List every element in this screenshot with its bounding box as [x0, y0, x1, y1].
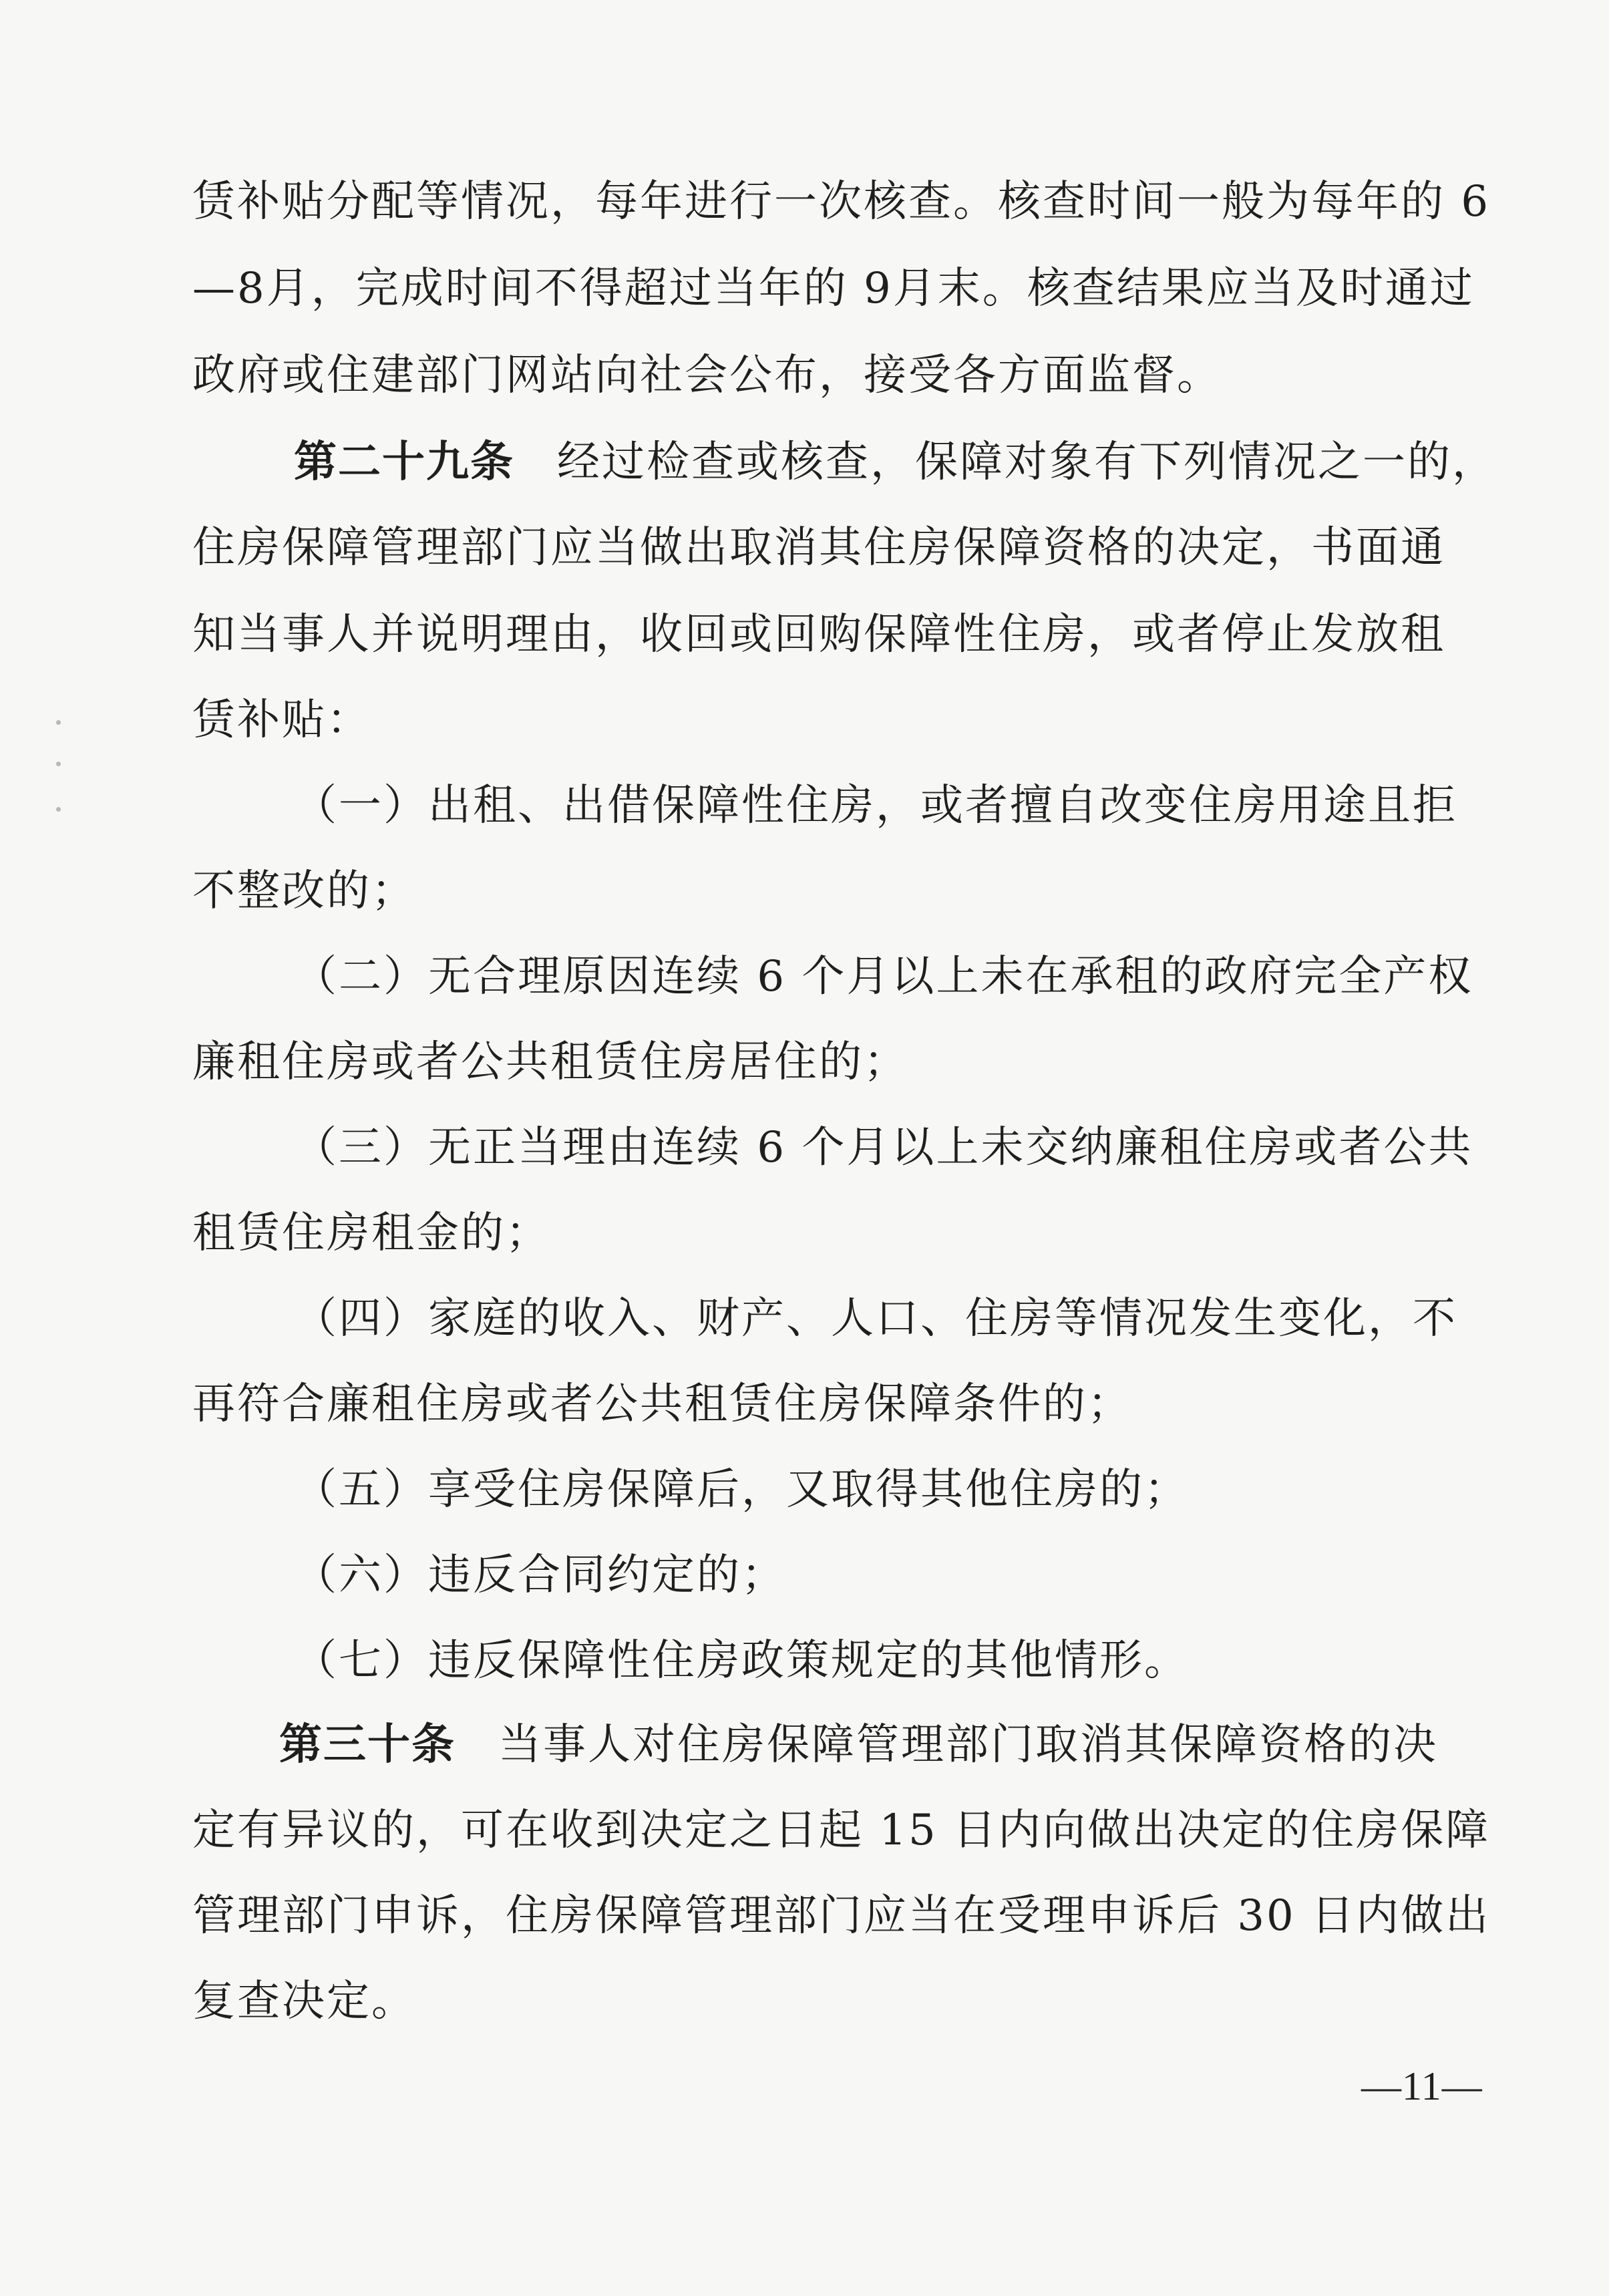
paragraph-line: 住房保障管理部门应当做出取消其住房保障资格的决定，书面通	[192, 523, 1445, 572]
paragraph-line: 管理部门申诉，住房保障管理部门应当在受理申诉后 30 日内做出	[192, 1891, 1491, 1941]
paragraph-text: 当事人对住房保障管理部门取消其保障资格的决	[498, 1720, 1438, 1770]
page-number: —11—	[1361, 2064, 1483, 2108]
list-item-line: （三）无正当理由连续 6 个月以上未交纳廉租住房或者公共	[294, 1123, 1473, 1172]
binding-hole-mark	[56, 720, 61, 725]
list-item-line: （二）无合理原因连续 6 个月以上未在承租的政府完全产权	[294, 952, 1473, 1001]
list-item-line: （一）出租、出借保障性住房，或者擅自改变住房用途且拒	[294, 781, 1457, 830]
paragraph-line: 不整改的；	[192, 866, 416, 916]
paragraph-line: 再符合廉租住房或者公共租赁住房保障条件的；	[192, 1379, 1132, 1429]
article-30-line	[192, 1718, 1448, 1772]
paragraph-line: 赁补贴分配等情况，每年进行一次核查。核查时间一般为每年的 6	[192, 177, 1491, 226]
article-29-line	[294, 436, 1550, 489]
paragraph-line: 政府或住建部门网站向社会公布，接受各方面监督。	[192, 351, 1222, 400]
binding-hole-mark	[56, 807, 61, 812]
list-item-line: （七）违反保障性住房政策规定的其他情形。	[294, 1636, 1189, 1685]
list-item-line: （六）违反合同约定的；	[294, 1550, 786, 1600]
article-title: 第三十条	[279, 1720, 456, 1770]
paragraph-line: 廉租住房或者公共租赁住房居住的；	[192, 1037, 908, 1087]
paragraph-text: 经过检查或核查，保障对象有下列情况之一的，	[557, 438, 1497, 487]
list-item-line: （四）家庭的收入、财产、人口、住房等情况发生变化，不	[294, 1294, 1457, 1343]
paragraph-line: 知当事人并说明理由，收回或回购保障性住房，或者停止发放租	[192, 610, 1445, 659]
paragraph-line: 复查决定。	[192, 1977, 416, 2026]
paragraph-line: —8月，完成时间不得超过当年的 9月末。核查结果应当及时通过	[192, 264, 1475, 313]
paragraph-line: 定有异议的，可在收到决定之日起 15 日内向做出决定的住房保障	[192, 1806, 1491, 1855]
article-title: 第二十九条	[294, 438, 514, 487]
binding-hole-mark	[56, 762, 61, 766]
paragraph-line: 赁补贴：	[192, 695, 371, 745]
paragraph-line: 租赁住房租金的；	[192, 1208, 550, 1258]
list-item-line: （五）享受住房保障后，又取得其他住房的；	[294, 1465, 1189, 1514]
